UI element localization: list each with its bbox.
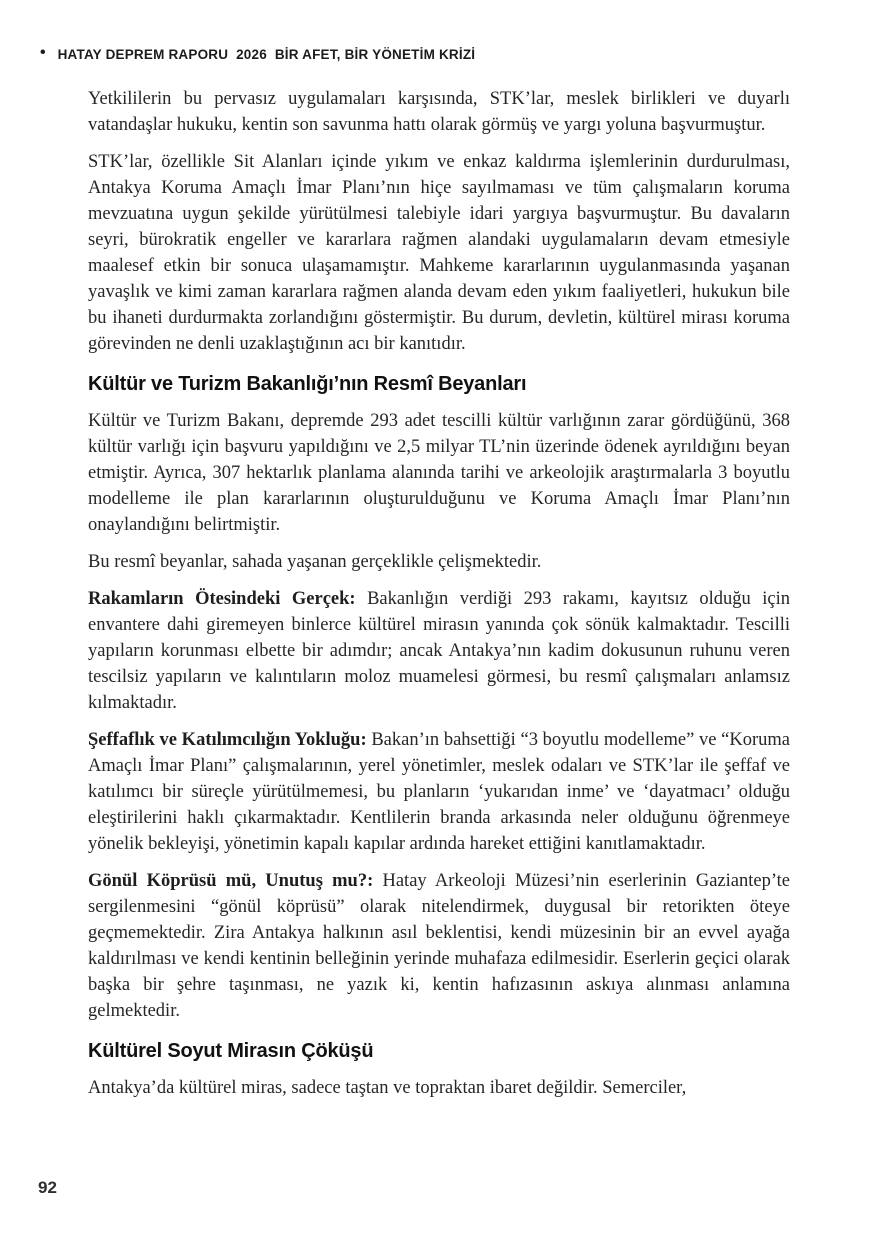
rakamlar-text: Bakanlığın verdiği 293 rakamı, kayıtsız olduğu için envantere dahi giremeyen binlerce kültürel mirasın yanında çok sönük kalmaktadır. Tescilli yapıların korunması elbette bir adımdır; ancak Antakya’nın kadim dokusunun ruhunu veren tescilsiz yapıların ve kalıntıların moloz muamelesi görmesi, bu resmî çalışmaları anlamsız kılmaktadır. [88,589,790,713]
seffaflik-text: Bakan’ın bahsettiği “3 boyutlu modelleme” ve “Koruma Amaçlı İmar Planı” çalışmalarının, yerel yönetimler, meslek odaları ve STK’lar ile şeffaf ve katılımcı bir süreçle yürütülmemesi, bu planların ‘yukarıdan inme’ ve ‘dayatmacı’ olduğu eleştirilerini haklı çıkarmaktadır. Kentlilerin branda arkasında neler olduğunu öğrenmeye yönelik bekleyişi, yönetimin kapalı kapılar ardında hareket ettiğini kanıtlamaktadır. [88,730,791,854]
page-number: 92 [38,1178,57,1197]
intro-paragraph: Yetkililerin bu pervasız uygulamaları karşısında, STK’lar, meslek birlikleri ve duyarlı vatandaşlar hukuku, kentin son savunma hattı olarak görmüş ve yargı yoluna başvurmuştur. [88,89,790,135]
contrast-paragraph: Bu resmî beyanlar, sahada yaşanan gerçeklikle çelişmektedir. [88,552,542,572]
gonul-paragraph [88,868,790,1024]
section-title-soyut-miras: Kültürel Soyut Mirasın Çöküşü [88,1040,374,1062]
bullet-icon: • [40,44,46,61]
report-header [40,46,475,62]
soyut-paragraph: Antakya’da kültürel miras, sadece taştan ve topraktan ibaret değildir. Semerciler, [88,1078,687,1098]
gonul-lead: Gönül Köprüsü mü, Unutuş mu?: [88,871,374,891]
ministry-paragraph: Kültür ve Turizm Bakanı, depremde 293 adet tescilli kültür varlığının zarar gördüğünü, 368 kültür varlığı için başvuru yapıldığını ve 2,5 milyar TL’nin üzerinde ödenek ayrıldığını beyan etmiştir. Ayrıca, 307 hektarlık planlama alanında tarihi ve arkeolojik araştırmalarla 3 boyutlu modelleme ile plan kararlarının oluşturulduğunu ve Koruma Amaçlı İmar Planı’nın onaylandığını belirtmiştir. [88,411,790,535]
seffaflik-lead: Şeffaflık ve Katılımcılığın Yokluğu: [88,730,367,750]
gonul-text: Hatay Arkeoloji Müzesi’nin eserlerinin Gaziantep’te sergilenmesini “gönül köprüsü” olarak nitelendirmek, duygusal bir retorikten öteye geçmemektedir. Zira Antakya halkının asıl beklentisi, kendi müzesinin bir an evvel ayağa kaldırılması ve kendi kentinin belleğinin yerinde muhafaza edilmesidir. Eserlerin geçici olarak başka bir şehre taşınması, ne yazık ki, kentin hafızasının askıya alınması anlamına gelmektedir. [88,871,790,1021]
rakamlar-paragraph [88,586,790,716]
rakamlar-lead: Rakamların Ötesindeki Gerçek: [88,589,356,609]
litigation-paragraph: STK’lar, özellikle Sit Alanları içinde yıkım ve enkaz kaldırma işlemlerinin durdurulması, Antakya Koruma Amaçlı İmar Planı’nın hiçe sayılmaması ve tüm çalışmaların koruma mevzuatına uygun şekilde yürütülmesi talebiyle idari yargıya başvurmuştur. Bu davaların seyri, bürokratik engeller ve kararlara rağmen alandaki uygulamaların devam etmesiyle maalesef etkin bir sonuca ulaşamamıştır. Mahkeme kararlarının uygulanmasında yaşanan yavaşlık ve kimi zaman kararlara rağmen alanda devam eden yıkım faaliyetleri, hukukun bile bu ihaneti durdurmakta zorlandığını göstermiştir. Bu durum, devletin, kültürel mirası koruma görevinden ne denli uzaklaştığının acı bir kanıtıdır. [88,152,790,354]
section-title-resmi-beyanlar: Kültür ve Turizm Bakanlığı’nın Resmî Beyanları [88,373,527,395]
article-body [88,86,790,1112]
seffaflik-paragraph [88,727,790,857]
report-title: HATAY DEPREM RAPORU 2026 BİR AFET, BİR YÖNETİM KRİZİ [57,46,476,62]
